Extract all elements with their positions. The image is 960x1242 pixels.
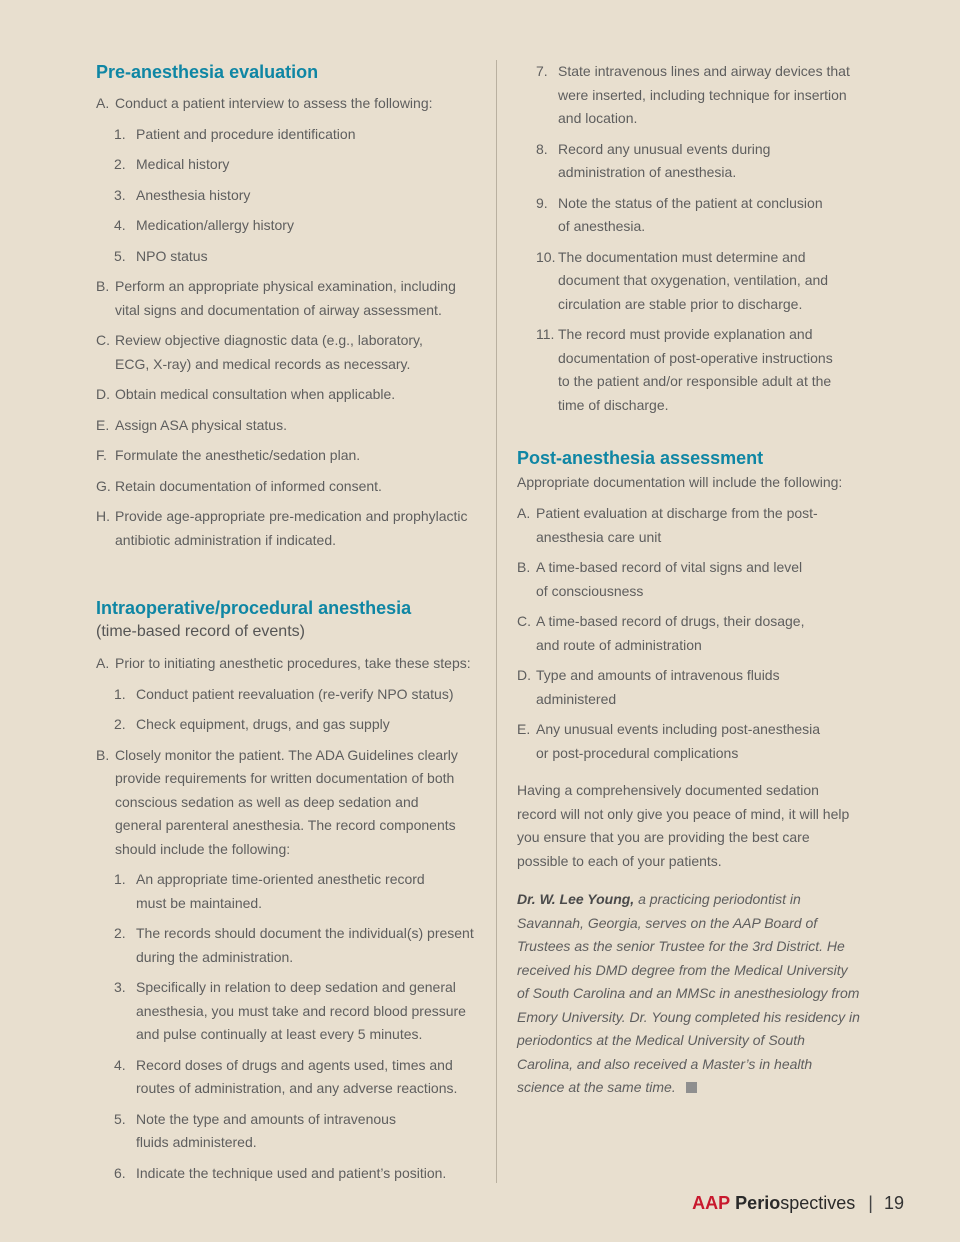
pre-anesthesia-list — [96, 92, 476, 559]
list-item: F. Formulate the anesthetic/sedation plan. — [96, 447, 361, 463]
post-anesthesia-intro: Appropriate documentation will include the following: — [517, 474, 843, 490]
list-item: 11. The record must provide explanation and documentation of post-operative instructions to the patient and/or responsible adult at the time of discharge. — [536, 326, 833, 413]
list-item: 9. Note the status of the patient at conclusion of anesthesia. — [536, 194, 823, 234]
list-item: B. Closely monitor the patient. The ADA Guidelines clearly provide requirements for written documentation of both conscious sedation as well as deep sedation and general parenteral anesthesia. The record components should include the following: — [96, 746, 458, 857]
list-item: A. Patient evaluation at discharge from the post-anesthesia care unit — [517, 505, 818, 545]
intraoperative-list — [96, 652, 476, 1192]
list-item: H. Provide age-appropriate pre-medication and prophylactic antibiotic administration if indicated. — [96, 508, 468, 548]
author-bio — [517, 888, 862, 1100]
list-item: D. Type and amounts of intravenous fluids administered — [517, 667, 780, 707]
pre-anesthesia-heading: Pre-anesthesia evaluation — [96, 62, 319, 82]
list-item: 6. Indicate the technique used and patient’s position. — [114, 1164, 447, 1181]
intraoperative-heading: Intraoperative/procedural anesthesia — [96, 598, 412, 618]
intraoperative-subtitle: (time-based record of events) — [96, 623, 305, 640]
end-mark-icon — [686, 1082, 697, 1093]
post-anesthesia-list — [517, 502, 867, 772]
list-item: 4. Medication/allergy history — [114, 217, 294, 233]
list-item: A. Conduct a patient interview to assess the following: — [96, 95, 433, 111]
aap-logo-text: AAP — [692, 1193, 731, 1213]
list-item: 2. The records should document the individual(s) present during the administration. — [114, 925, 474, 965]
list-item: E. Assign ASA physical status. — [96, 416, 287, 433]
list-item: 8. Record any unusual events during administration of anesthesia. — [536, 140, 771, 180]
list-item: C. A time-based record of drugs, their dosage, and route of administration — [517, 613, 805, 653]
post-anesthesia-heading: Post-anesthesia assessment — [517, 448, 764, 468]
list-item: 10. The documentation must determine and document that oxygenation, ventilation, and circulation are stable prior to discharge. — [536, 248, 829, 312]
list-item: 5. Note the type and amounts of intravenous fluids administered. — [114, 1110, 396, 1150]
list-item: 1. Conduct patient reevaluation (re-verify NPO status) — [114, 685, 454, 702]
list-item: 2. Medical history — [114, 156, 230, 172]
list-item: G. Retain documentation of informed consent. — [96, 477, 382, 494]
closing-paragraph: Having a comprehensively documented sedation record will not only give you peace of mind, it will help you ensure that you are providing the best care possible to each of your patients. — [517, 782, 850, 869]
continued-list — [517, 60, 867, 424]
page-footer — [692, 1191, 904, 1215]
list-item: D. Obtain medical consultation when applicable. — [96, 386, 396, 402]
author-name: Dr. W. Lee Young, — [517, 891, 635, 907]
list-item: 3. Anesthesia history — [114, 186, 251, 203]
column-divider — [496, 60, 497, 1183]
footer-separator: | — [868, 1193, 873, 1213]
list-item: E. Any unusual events including post-anesthesia or post-procedural complications — [517, 721, 821, 761]
list-item: 4. Record doses of drugs and agents used, times and routes of administration, and any adverse reactions. — [114, 1056, 458, 1096]
page-number: 19 — [883, 1193, 904, 1213]
list-item: 1. Patient and procedure identification — [114, 125, 356, 142]
list-item: A. Prior to initiating anesthetic procedures, take these steps: — [96, 655, 471, 671]
list-item: C. Review objective diagnostic data (e.g., laboratory, ECG, X-ray) and medical records as necessary. — [96, 332, 423, 372]
author-bio-text: a practicing periodontist in Savannah, Georgia, serves on the AAP Board of Trustees as the senior Trustee for the 3rd District. He received his DMD degree from the Medical University of South Carolina and an MMSc in anesthesiology from Emory University. Dr. Young completed his residency in periodontics at the Medical University of South Carolina, and also received a Master’s in health science at the same time. — [517, 891, 860, 1095]
list-item: 5. NPO status — [114, 247, 208, 264]
list-item: 2. Check equipment, drugs, and gas supply — [114, 716, 390, 732]
list-item: B. A time-based record of vital signs and level of consciousness — [517, 559, 803, 599]
list-item: 3. Specifically in relation to deep sedation and general anesthesia, you must take and record blood pressure and pulse continually at least every 5 minutes. — [114, 979, 466, 1042]
list-item: B. Perform an appropriate physical examination, including vital signs and documentation of airway assessment. — [96, 278, 456, 318]
list-item: 1. An appropriate time-oriented anesthetic record must be maintained. — [114, 871, 425, 911]
list-item: 7. State intravenous lines and airway devices that were inserted, including technique for insertion and location. — [536, 63, 850, 126]
publication-name: Periospectives — [735, 1193, 856, 1213]
